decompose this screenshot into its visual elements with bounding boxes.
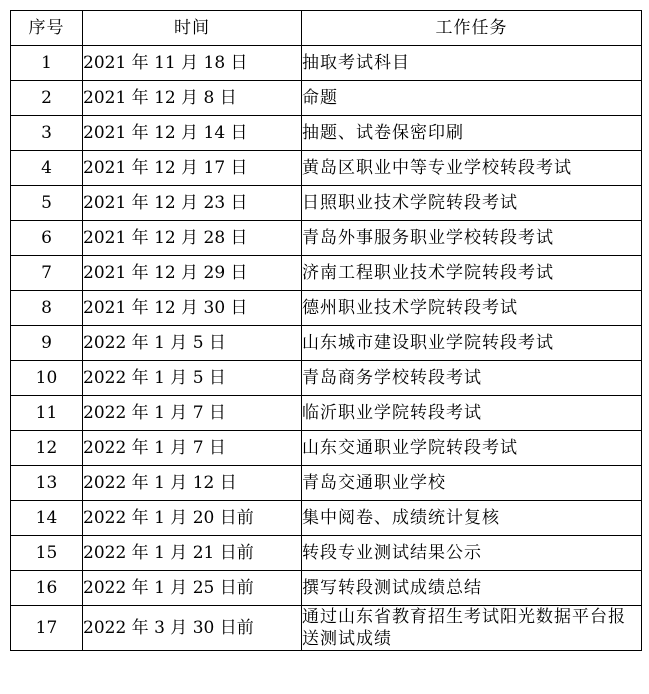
row-task: 济南工程职业技术学院转段考试 [302,256,642,291]
row-task: 青岛外事服务职业学校转段考试 [302,221,642,256]
row-date: 2022 年 1 月 20 日前 [83,501,302,536]
row-index: 1 [11,46,83,81]
row-index: 17 [11,606,83,651]
header-index: 序号 [11,11,83,46]
table-row [11,151,642,186]
row-task: 通过山东省教育招生考试阳光数据平台报送测试成绩 [302,606,642,651]
row-task: 撰写转段测试成绩总结 [302,571,642,606]
row-index: 16 [11,571,83,606]
table-row [11,536,642,571]
row-index: 7 [11,256,83,291]
row-date: 2022 年 3 月 30 日前 [83,606,302,651]
row-index: 3 [11,116,83,151]
row-task: 黄岛区职业中等专业学校转段考试 [302,151,642,186]
table-row [11,501,642,536]
row-index: 9 [11,326,83,361]
table-row [11,116,642,151]
table-row [11,186,642,221]
row-task: 青岛交通职业学校 [302,466,642,501]
row-index: 14 [11,501,83,536]
row-task: 日照职业技术学院转段考试 [302,186,642,221]
row-index: 13 [11,466,83,501]
table-row [11,46,642,81]
schedule-table [10,10,642,651]
row-task: 转段专业测试结果公示 [302,536,642,571]
row-task: 临沂职业学院转段考试 [302,396,642,431]
row-task: 山东交通职业学院转段考试 [302,431,642,466]
row-date: 2021 年 12 月 29 日 [83,256,302,291]
table-row [11,81,642,116]
table-row [11,606,642,651]
header-task: 工作任务 [302,11,642,46]
row-index: 8 [11,291,83,326]
row-task: 德州职业技术学院转段考试 [302,291,642,326]
row-date: 2022 年 1 月 5 日 [83,361,302,396]
row-date: 2021 年 12 月 17 日 [83,151,302,186]
row-date: 2022 年 1 月 7 日 [83,431,302,466]
row-date: 2022 年 1 月 21 日前 [83,536,302,571]
table-row [11,256,642,291]
table-row [11,221,642,256]
table-row [11,466,642,501]
row-task: 山东城市建设职业学院转段考试 [302,326,642,361]
row-index: 10 [11,361,83,396]
row-task: 抽取考试科目 [302,46,642,81]
row-date: 2021 年 12 月 30 日 [83,291,302,326]
row-date: 2021 年 12 月 8 日 [83,81,302,116]
table-row [11,431,642,466]
row-task: 命题 [302,81,642,116]
row-index: 11 [11,396,83,431]
table-row [11,361,642,396]
row-date: 2022 年 1 月 7 日 [83,396,302,431]
row-date: 2022 年 1 月 5 日 [83,326,302,361]
table-row [11,571,642,606]
row-date: 2022 年 1 月 25 日前 [83,571,302,606]
row-task: 抽题、试卷保密印刷 [302,116,642,151]
row-index: 15 [11,536,83,571]
row-index: 12 [11,431,83,466]
table-row [11,396,642,431]
table-row [11,326,642,361]
row-date: 2021 年 12 月 28 日 [83,221,302,256]
row-index: 6 [11,221,83,256]
header-date: 时间 [83,11,302,46]
row-index: 5 [11,186,83,221]
row-date: 2022 年 1 月 12 日 [83,466,302,501]
row-index: 2 [11,81,83,116]
row-date: 2021 年 11 月 18 日 [83,46,302,81]
row-date: 2021 年 12 月 14 日 [83,116,302,151]
row-task: 集中阅卷、成绩统计复核 [302,501,642,536]
header-row [11,11,642,46]
row-task: 青岛商务学校转段考试 [302,361,642,396]
row-index: 4 [11,151,83,186]
table-row [11,291,642,326]
row-date: 2021 年 12 月 23 日 [83,186,302,221]
